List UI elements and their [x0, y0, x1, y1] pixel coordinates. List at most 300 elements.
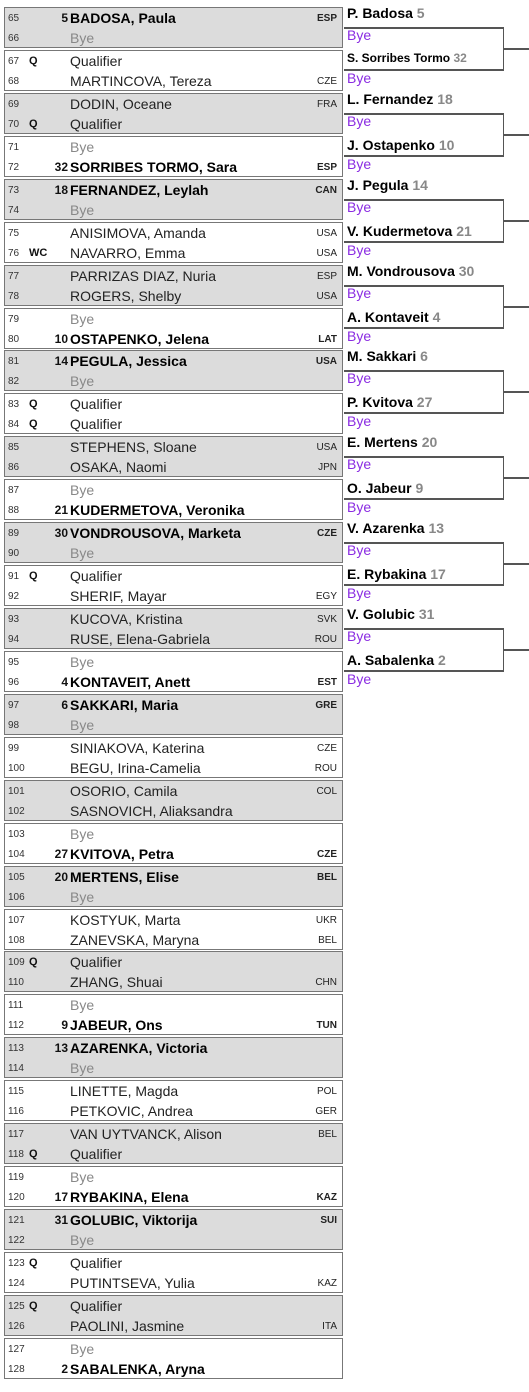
draw-slot[interactable] — [5, 844, 342, 864]
draw-slot[interactable] — [5, 543, 342, 563]
player-name[interactable]: BEGU, Irina-Camelia — [70, 759, 201, 776]
entry-code: WC — [29, 246, 48, 259]
player-name[interactable]: Qualifier — [70, 1297, 123, 1314]
advancing-seed: 5 — [416, 5, 425, 21]
bye-label: Bye — [70, 1060, 95, 1077]
player-name[interactable]: SHERIF, Mayar — [70, 588, 167, 605]
first-round-match — [4, 694, 343, 735]
third-round-connector — [504, 307, 529, 308]
country-code: EST — [317, 676, 337, 688]
bye-label: Bye — [70, 888, 95, 905]
advancing-player-name: J. Ostapenko — [347, 136, 435, 153]
draw-slot[interactable] — [5, 1316, 342, 1336]
second-round-bye: Bye — [347, 69, 372, 86]
draw-slot[interactable] — [5, 371, 342, 391]
draw-number: 98 — [8, 719, 20, 731]
advancing-seed: 9 — [415, 480, 424, 497]
seed-number: 2 — [61, 1361, 68, 1376]
second-round-player[interactable] — [347, 520, 444, 536]
draw-number: 102 — [8, 805, 25, 817]
first-round-match — [4, 1037, 343, 1078]
first-round-match — [4, 308, 343, 349]
bye-label: Bye — [70, 825, 95, 842]
draw-number: 65 — [8, 13, 20, 24]
first-round-match — [4, 265, 343, 306]
bye-label: Bye — [70, 373, 95, 390]
player-name[interactable]: PUTINTSEVA, Yulia — [70, 1274, 195, 1291]
country-code: ITA — [322, 1320, 337, 1332]
draw-number: 103 — [8, 828, 25, 840]
advancing-player-name: M. Sakkari — [347, 348, 417, 365]
draw-slot[interactable] — [5, 1058, 342, 1078]
draw-number: 105 — [8, 871, 25, 883]
player-name[interactable]: OSAKA, Naomi — [70, 459, 167, 476]
seed-number: 5 — [61, 11, 68, 25]
draw-slot[interactable] — [5, 1253, 342, 1273]
draw-slot[interactable] — [5, 180, 342, 200]
player-name[interactable]: OSORIO, Camila — [70, 782, 178, 799]
third-round-connector — [504, 221, 529, 222]
second-round-connector — [344, 629, 504, 672]
bye-label: Bye — [70, 716, 95, 733]
third-round-connector — [504, 135, 529, 136]
player-name[interactable]: MERTENS, Elise — [70, 868, 179, 885]
player-name[interactable]: KUDERMETOVA, Veronika — [70, 502, 245, 519]
second-round-player[interactable] — [347, 348, 428, 364]
draw-slot[interactable] — [5, 286, 342, 306]
draw-slot[interactable] — [5, 824, 342, 844]
player-name[interactable]: FERNANDEZ, Leylah — [70, 181, 209, 198]
first-round-match — [4, 1123, 343, 1164]
draw-number: 93 — [8, 614, 20, 626]
country-code: CZE — [317, 742, 337, 754]
draw-slot[interactable] — [5, 94, 342, 114]
draw-slot[interactable] — [5, 1144, 342, 1164]
second-round-player[interactable] — [347, 91, 453, 107]
advancing-seed: 4 — [432, 308, 441, 325]
bye-label: Bye — [70, 30, 95, 46]
player-name[interactable]: OSTAPENKO, Jelena — [70, 330, 210, 347]
draw-slot[interactable] — [5, 500, 342, 520]
player-name[interactable]: ZHANG, Shuai — [70, 974, 163, 991]
draw-slot[interactable] — [5, 672, 342, 692]
player-name[interactable]: Qualifier — [70, 1254, 123, 1271]
player-name[interactable]: STEPHENS, Sloane — [70, 439, 197, 456]
draw-number: 120 — [8, 1192, 25, 1204]
country-code: KAZ — [316, 1192, 337, 1204]
country-code: LAT — [318, 333, 337, 345]
draw-slot[interactable] — [5, 867, 342, 887]
draw-number: 71 — [8, 141, 20, 153]
draw-slot[interactable] — [5, 995, 342, 1015]
first-round-match — [4, 866, 343, 907]
country-code: USA — [315, 356, 337, 368]
player-name[interactable]: Qualifier — [70, 52, 123, 69]
player-name[interactable]: SABALENKA, Aryna — [70, 1360, 205, 1377]
draw-slot[interactable] — [5, 586, 342, 606]
country-code: BEL — [317, 871, 337, 883]
draw-number: 87 — [8, 485, 20, 497]
draw-slot[interactable] — [5, 414, 342, 434]
first-round-match — [4, 393, 343, 434]
draw-slot[interactable] — [5, 523, 342, 543]
draw-slot[interactable] — [5, 715, 342, 735]
draw-slot[interactable] — [5, 629, 342, 649]
country-code: BEL — [318, 934, 337, 946]
advancing-player-name: P. Kvitova — [347, 394, 413, 411]
player-name[interactable]: PETKOVIC, Andrea — [70, 1103, 193, 1120]
draw-slot[interactable] — [5, 910, 342, 930]
draw-slot[interactable] — [5, 1124, 342, 1144]
draw-number: 95 — [8, 656, 20, 668]
second-round-player[interactable] — [347, 5, 425, 21]
first-round-match — [4, 951, 343, 992]
second-round-bye: Bye — [347, 112, 372, 129]
draw-slot[interactable] — [5, 51, 342, 71]
draw-number: 92 — [8, 591, 20, 603]
advancing-seed: 2 — [438, 651, 446, 668]
draw-slot[interactable] — [5, 758, 342, 778]
draw-slot[interactable] — [5, 1296, 342, 1316]
seed-number: 6 — [61, 697, 68, 712]
draw-number: 119 — [8, 1172, 24, 1184]
player-name[interactable]: VONDROUSOVA, Marketa — [70, 525, 241, 542]
draw-slot[interactable] — [5, 738, 342, 758]
player-name[interactable]: Qualifier — [70, 115, 123, 132]
bye-label: Bye — [70, 997, 95, 1014]
draw-slot[interactable] — [5, 329, 342, 349]
advancing-player-name: E. Mertens — [347, 434, 418, 451]
player-name[interactable]: SAKKARI, Maria — [70, 696, 179, 713]
seed-number: 18 — [54, 182, 68, 197]
seed-number: 14 — [54, 354, 68, 369]
draw-slot[interactable] — [5, 1167, 342, 1187]
draw-number: 128 — [8, 1363, 25, 1375]
draw-number: 99 — [8, 742, 20, 754]
first-round-match — [4, 565, 343, 606]
player-name[interactable]: GOLUBIC, Viktorija — [70, 1212, 198, 1229]
draw-number: 74 — [8, 204, 20, 216]
country-code: COL — [316, 785, 337, 797]
first-round-match — [4, 1166, 343, 1207]
first-round-match — [4, 1209, 343, 1250]
draw-slot[interactable] — [5, 1359, 342, 1379]
draw-number: 67 — [8, 55, 20, 67]
country-code: SUI — [320, 1215, 337, 1227]
draw-number: 68 — [8, 75, 20, 87]
draw-slot[interactable] — [5, 1210, 342, 1230]
draw-number: 109 — [8, 957, 25, 969]
country-code: UKR — [315, 914, 337, 926]
player-name[interactable]: SASNOVICH, Aliaksandra — [70, 802, 233, 819]
advancing-seed: 20 — [421, 434, 438, 451]
draw-slot[interactable] — [5, 223, 342, 243]
player-name[interactable]: ROGERS, Shelby — [70, 287, 182, 304]
player-name[interactable]: Qualifier — [70, 1146, 123, 1163]
draw-slot[interactable] — [5, 652, 342, 672]
player-name[interactable]: PAOLINI, Jasmine — [70, 1317, 185, 1334]
player-name[interactable]: RUSE, Elena-Gabriela — [70, 631, 211, 648]
draw-slot[interactable] — [5, 71, 342, 91]
draw-number: 94 — [8, 634, 20, 646]
first-round-match — [4, 222, 343, 263]
second-round-connector — [344, 114, 504, 157]
second-round-bye: Bye — [347, 413, 372, 430]
advancing-player-name: A. Sabalenka — [347, 651, 435, 668]
draw-number: 72 — [8, 161, 20, 173]
bye-label: Bye — [70, 1169, 95, 1186]
player-name[interactable]: RYBAKINA, Elena — [70, 1189, 189, 1206]
player-name[interactable]: SORRIBES TORMO, Sara — [70, 158, 238, 175]
draw-slot[interactable] — [5, 1081, 342, 1101]
draw-number: 108 — [8, 934, 25, 946]
advancing-seed: 32 — [453, 50, 467, 65]
advancing-seed: 18 — [437, 90, 453, 107]
seed-number: 4 — [61, 674, 68, 689]
draw-number: 125 — [8, 1300, 25, 1312]
draw-slot[interactable] — [5, 1187, 342, 1207]
bye-label: Bye — [70, 1232, 95, 1249]
player-name[interactable]: JABEUR, Ons — [70, 1017, 163, 1034]
second-round-bye: Bye — [347, 499, 372, 516]
second-round-bye: Bye — [347, 241, 372, 258]
draw-number: 121 — [8, 1215, 25, 1227]
draw-slot[interactable] — [5, 157, 342, 177]
draw-slot[interactable] — [5, 781, 342, 801]
seed-number: 27 — [54, 846, 68, 861]
draw-number: 76 — [8, 247, 20, 259]
first-round-match — [4, 136, 343, 177]
second-round-bye: Bye — [347, 628, 372, 645]
seed-number: 31 — [54, 1213, 68, 1228]
player-name[interactable]: VAN UYTVANCK, Alison — [70, 1126, 222, 1143]
first-round-match — [4, 522, 343, 563]
first-round-match — [4, 179, 343, 220]
second-round-bye: Bye — [347, 27, 372, 43]
country-code: USA — [316, 247, 337, 259]
advancing-player-name: S. Sorribes Tormo — [347, 50, 451, 65]
draw-slot[interactable] — [5, 437, 342, 457]
first-round-match — [4, 608, 343, 649]
country-code: SVK — [316, 614, 337, 626]
draw-number: 106 — [8, 891, 25, 903]
entry-code: Q — [29, 1256, 38, 1269]
country-code: POL — [316, 1086, 337, 1098]
player-name[interactable]: KUCOVA, Kristina — [70, 611, 183, 628]
player-name[interactable]: MARTINCOVA, Tereza — [70, 72, 212, 89]
second-round-player[interactable] — [347, 263, 474, 279]
draw-slot[interactable] — [5, 114, 342, 134]
draw-slot[interactable] — [5, 1230, 342, 1250]
second-round-bye: Bye — [347, 370, 372, 387]
bye-label: Bye — [70, 545, 95, 562]
draw-slot[interactable] — [5, 309, 342, 329]
draw-slot[interactable] — [5, 1339, 342, 1359]
second-round-bye: Bye — [347, 670, 372, 687]
first-round-match — [4, 1338, 343, 1379]
draw-number: 116 — [8, 1106, 24, 1118]
seed-number: 13 — [54, 1041, 68, 1056]
draw-number: 80 — [8, 333, 20, 345]
seed-number: 20 — [54, 869, 68, 884]
player-name[interactable]: KONTAVEIT, Anett — [70, 673, 191, 690]
draw-number: 77 — [8, 270, 20, 282]
country-code: BEL — [318, 1129, 337, 1141]
draw-number: 127 — [8, 1343, 25, 1355]
first-round-match — [4, 436, 343, 477]
entry-code: Q — [29, 1299, 38, 1312]
second-round-connector — [344, 371, 504, 414]
draw-slot[interactable] — [5, 566, 342, 586]
draw-slot[interactable] — [5, 457, 342, 477]
second-round-bye: Bye — [347, 542, 372, 559]
advancing-player-name: E. Rybakina — [347, 566, 427, 583]
country-code: ROU — [314, 762, 337, 774]
draw-slot[interactable] — [5, 887, 342, 907]
advancing-seed: 17 — [430, 566, 446, 583]
draw-number: 114 — [8, 1063, 24, 1075]
seed-number: 10 — [54, 331, 68, 346]
draw-slot[interactable] — [5, 137, 342, 157]
player-name[interactable]: PEGULA, Jessica — [70, 353, 187, 370]
second-round-connector — [344, 200, 504, 243]
country-code: EGY — [315, 591, 337, 603]
draw-slot[interactable] — [5, 930, 342, 950]
player-name[interactable]: ANISIMOVA, Amanda — [70, 224, 206, 241]
advancing-seed: 10 — [438, 136, 455, 153]
draw-number: 97 — [8, 699, 20, 711]
country-code: CZE — [317, 528, 337, 540]
player-name[interactable]: PARRIZAS DIAZ, Nuria — [70, 267, 216, 284]
draw-slot[interactable] — [5, 609, 342, 629]
draw-number: 107 — [8, 914, 25, 926]
draw-number: 117 — [8, 1129, 24, 1141]
draw-slot[interactable] — [5, 480, 342, 500]
country-code: TUN — [316, 1020, 337, 1032]
draw-slot[interactable] — [5, 1101, 342, 1121]
player-name[interactable]: AZARENKA, Victoria — [70, 1040, 208, 1057]
player-name[interactable]: Qualifier — [70, 568, 123, 585]
draw-number: 78 — [8, 290, 20, 302]
bye-label: Bye — [70, 1340, 95, 1357]
draw-slot[interactable] — [5, 266, 342, 286]
advancing-seed: 13 — [428, 520, 445, 537]
draw-number: 111 — [8, 1000, 24, 1012]
advancing-player-name: O. Jabeur — [347, 480, 412, 497]
first-round-match — [4, 350, 343, 391]
draw-number: 84 — [8, 419, 20, 431]
draw-slot[interactable] — [5, 695, 342, 715]
entry-code: Q — [29, 117, 38, 130]
player-name[interactable]: Qualifier — [70, 416, 123, 433]
second-round-bye: Bye — [347, 155, 372, 172]
draw-number: 79 — [8, 313, 20, 325]
entry-code: Q — [29, 1148, 38, 1161]
second-round-bye: Bye — [347, 198, 372, 215]
draw-number: 122 — [8, 1235, 25, 1247]
first-round-match — [4, 1080, 343, 1121]
advancing-seed: 6 — [420, 348, 428, 365]
draw-slot[interactable] — [5, 1038, 342, 1058]
player-name[interactable]: LINETTE, Magda — [70, 1083, 179, 1100]
draw-number: 126 — [8, 1320, 25, 1332]
draw-slot[interactable] — [5, 1015, 342, 1035]
draw-slot[interactable] — [5, 1273, 342, 1293]
draw-number: 123 — [8, 1257, 25, 1269]
draw-slot[interactable] — [5, 243, 342, 263]
country-code: JPN — [318, 462, 337, 474]
third-round-connector — [504, 49, 529, 50]
entry-code: Q — [29, 956, 38, 969]
draw-slot[interactable] — [5, 351, 342, 371]
first-round-match — [4, 994, 343, 1035]
draw-number: 70 — [8, 118, 20, 130]
second-round-connector — [344, 28, 504, 71]
third-round-connector — [504, 564, 529, 565]
second-round-player[interactable] — [347, 434, 437, 450]
second-round-player[interactable] — [347, 606, 434, 622]
bye-label: Bye — [70, 201, 95, 218]
draw-slot[interactable] — [5, 8, 342, 28]
country-code: CAN — [315, 184, 337, 196]
draw-number: 75 — [8, 227, 20, 239]
draw-number: 83 — [8, 399, 20, 411]
country-code: CZE — [317, 848, 337, 860]
draw-slot[interactable] — [5, 394, 342, 414]
country-code: KAZ — [317, 1277, 337, 1289]
entry-code: Q — [29, 418, 38, 431]
advancing-seed: 21 — [456, 222, 472, 239]
draw-number: 88 — [8, 505, 20, 517]
second-round-player[interactable] — [347, 177, 428, 193]
first-round-match — [4, 909, 343, 950]
second-round-bye: Bye — [347, 284, 372, 301]
draw-number: 69 — [8, 98, 20, 110]
player-name[interactable]: NAVARRO, Emma — [70, 244, 186, 261]
entry-code: Q — [29, 398, 38, 411]
draw-number: 101 — [8, 785, 25, 797]
player-name[interactable]: BADOSA, Paula — [70, 10, 176, 26]
first-round-match — [4, 1295, 343, 1336]
draw-slot[interactable] — [5, 200, 342, 220]
second-round-connector — [344, 457, 504, 500]
draw-number: 104 — [8, 848, 25, 860]
player-name[interactable]: SINIAKOVA, Katerina — [70, 739, 205, 756]
draw-number: 118 — [8, 1149, 24, 1161]
draw-number: 110 — [8, 977, 24, 989]
seed-number: 9 — [61, 1018, 68, 1033]
player-name[interactable]: Qualifier — [70, 954, 123, 971]
first-round-match — [4, 93, 343, 134]
draw-number: 90 — [8, 548, 20, 560]
draw-number: 113 — [8, 1043, 24, 1055]
draw-slot[interactable] — [5, 801, 342, 821]
draw-slot[interactable] — [5, 952, 342, 972]
draw-slot[interactable] — [5, 28, 342, 48]
country-code: ESP — [316, 161, 337, 173]
player-name[interactable]: ZANEVSKA, Maryna — [70, 931, 200, 948]
player-name[interactable]: DODIN, Oceane — [70, 95, 172, 112]
draw-slot[interactable] — [5, 972, 342, 992]
draw-number: 81 — [8, 356, 20, 368]
third-round-connector — [504, 650, 529, 651]
player-name[interactable]: KVITOVA, Petra — [70, 845, 174, 862]
bye-label: Bye — [70, 310, 95, 327]
advancing-player-name: M. Vondrousova — [347, 262, 455, 279]
player-name[interactable]: KOSTYUK, Marta — [70, 911, 181, 928]
player-name[interactable]: Qualifier — [70, 396, 123, 413]
country-code: USA — [316, 442, 337, 454]
